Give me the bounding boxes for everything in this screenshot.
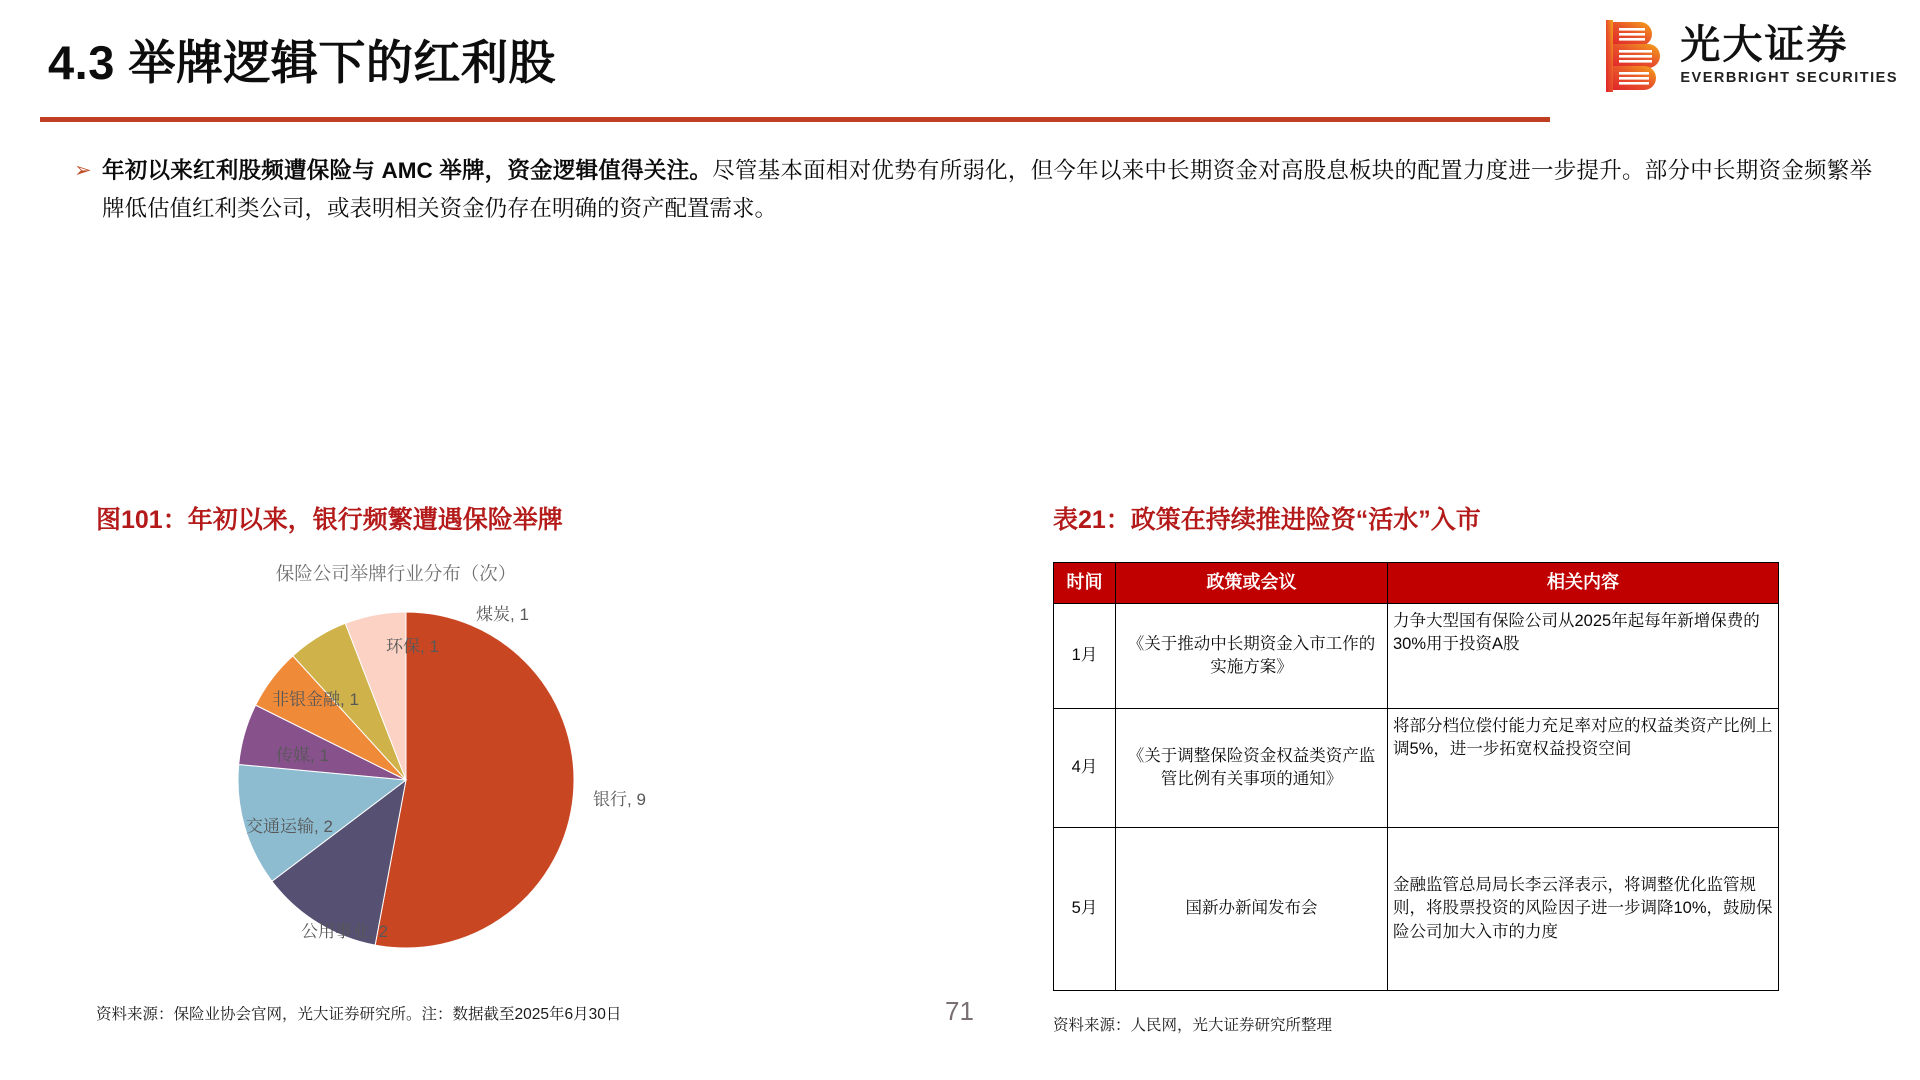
everbright-e-logo-icon <box>1606 20 1664 92</box>
table-cell-policy: 《关于推动中长期资金入市工作的实施方案》 <box>1116 604 1388 709</box>
brand-logo <box>1606 20 1898 92</box>
table-cell-time: 5月 <box>1054 828 1116 991</box>
table-header-detail: 相关内容 <box>1388 563 1779 604</box>
table-cell-time: 1月 <box>1054 604 1116 709</box>
table-header-row <box>1054 563 1779 604</box>
bullet-block <box>74 152 1874 228</box>
bullet-body-text: 尽管基本面相对优势有所弱化，但今年以来中长期资金对高股息板块的配置力度进一步提升。部分中长期资金频繁举牌低估值红利类公司，或表明相关资金仍存在明确的资产配置需求。 <box>102 158 1872 221</box>
pie-label-yinhang: 银行, 9 <box>593 790 646 809</box>
brand-name-en: EVERBRIGHT SECURITIES <box>1680 70 1898 87</box>
table-panel <box>1053 500 1833 1035</box>
table-row <box>1054 709 1779 828</box>
figure-panel <box>96 500 896 1024</box>
table-cell-detail: 将部分档位偿付能力充足率对应的权益类资产比例上调5%，进一步拓宽权益投资空间 <box>1388 709 1779 828</box>
pie-label-meitan: 煤炭, 1 <box>476 605 529 624</box>
pie-chart <box>96 590 896 980</box>
bullet-paragraph <box>102 152 1872 228</box>
pie-label-chuanmei: 传媒, 1 <box>276 746 329 765</box>
table-title: 表21：政策在持续推进险资“活水”入市 <box>1053 506 1481 534</box>
table-header-policy: 政策或会议 <box>1116 563 1388 604</box>
figure-source-note: 资料来源：保险业协会官网，光大证券研究所。注：数据截至2025年6月30日 <box>96 1006 622 1023</box>
pie-label-gongyongshiye: 公用事业, 2 <box>301 922 388 941</box>
brand-name-cn: 光大证券 <box>1680 22 1849 67</box>
table-row <box>1054 828 1779 991</box>
table-cell-time: 4月 <box>1054 709 1116 828</box>
slide-header <box>0 0 1920 128</box>
page-title: 4.3 举牌逻辑下的红利股 <box>48 36 556 89</box>
header-divider-rule <box>40 117 1550 122</box>
policy-table <box>1053 562 1779 991</box>
table-cell-detail: 力争大型国有保险公司从2025年起每年新增保费的30%用于投资A股 <box>1388 604 1779 709</box>
pie-label-jiaotongyunshu: 交通运输, 2 <box>246 817 333 836</box>
figure-title: 图101：年初以来，银行频繁遭遇保险举牌 <box>96 506 563 534</box>
chart-subtitle: 保险公司举牌行业分布（次） <box>275 563 517 584</box>
table-source-note: 资料来源：人民网，光大证券研究所整理 <box>1053 1017 1333 1034</box>
table-cell-policy: 国新办新闻发布会 <box>1116 828 1388 991</box>
pie-label-feiyinjinrong: 非银金融, 1 <box>272 690 359 709</box>
bullet-arrow-icon: ➢ <box>74 159 92 182</box>
table-cell-policy: 《关于调整保险资金权益类资产监管比例有关事项的通知》 <box>1116 709 1388 828</box>
table-row <box>1054 604 1779 709</box>
pie-slices <box>238 612 574 948</box>
bullet-lead-text: 年初以来红利股频遭保险与 AMC 举牌，资金逻辑值得关注。 <box>102 158 713 183</box>
pie-label-huanbao: 环保, 1 <box>386 637 439 656</box>
table-cell-detail: 金融监管总局局长李云泽表示，将调整优化监管规则，将股票投资的风险因子进一步调降10%，鼓励保险公司加大入市的力度 <box>1388 828 1779 991</box>
table-header-time: 时间 <box>1054 563 1116 604</box>
brand-text <box>1680 24 1898 88</box>
page-number: 71 <box>945 996 974 1026</box>
